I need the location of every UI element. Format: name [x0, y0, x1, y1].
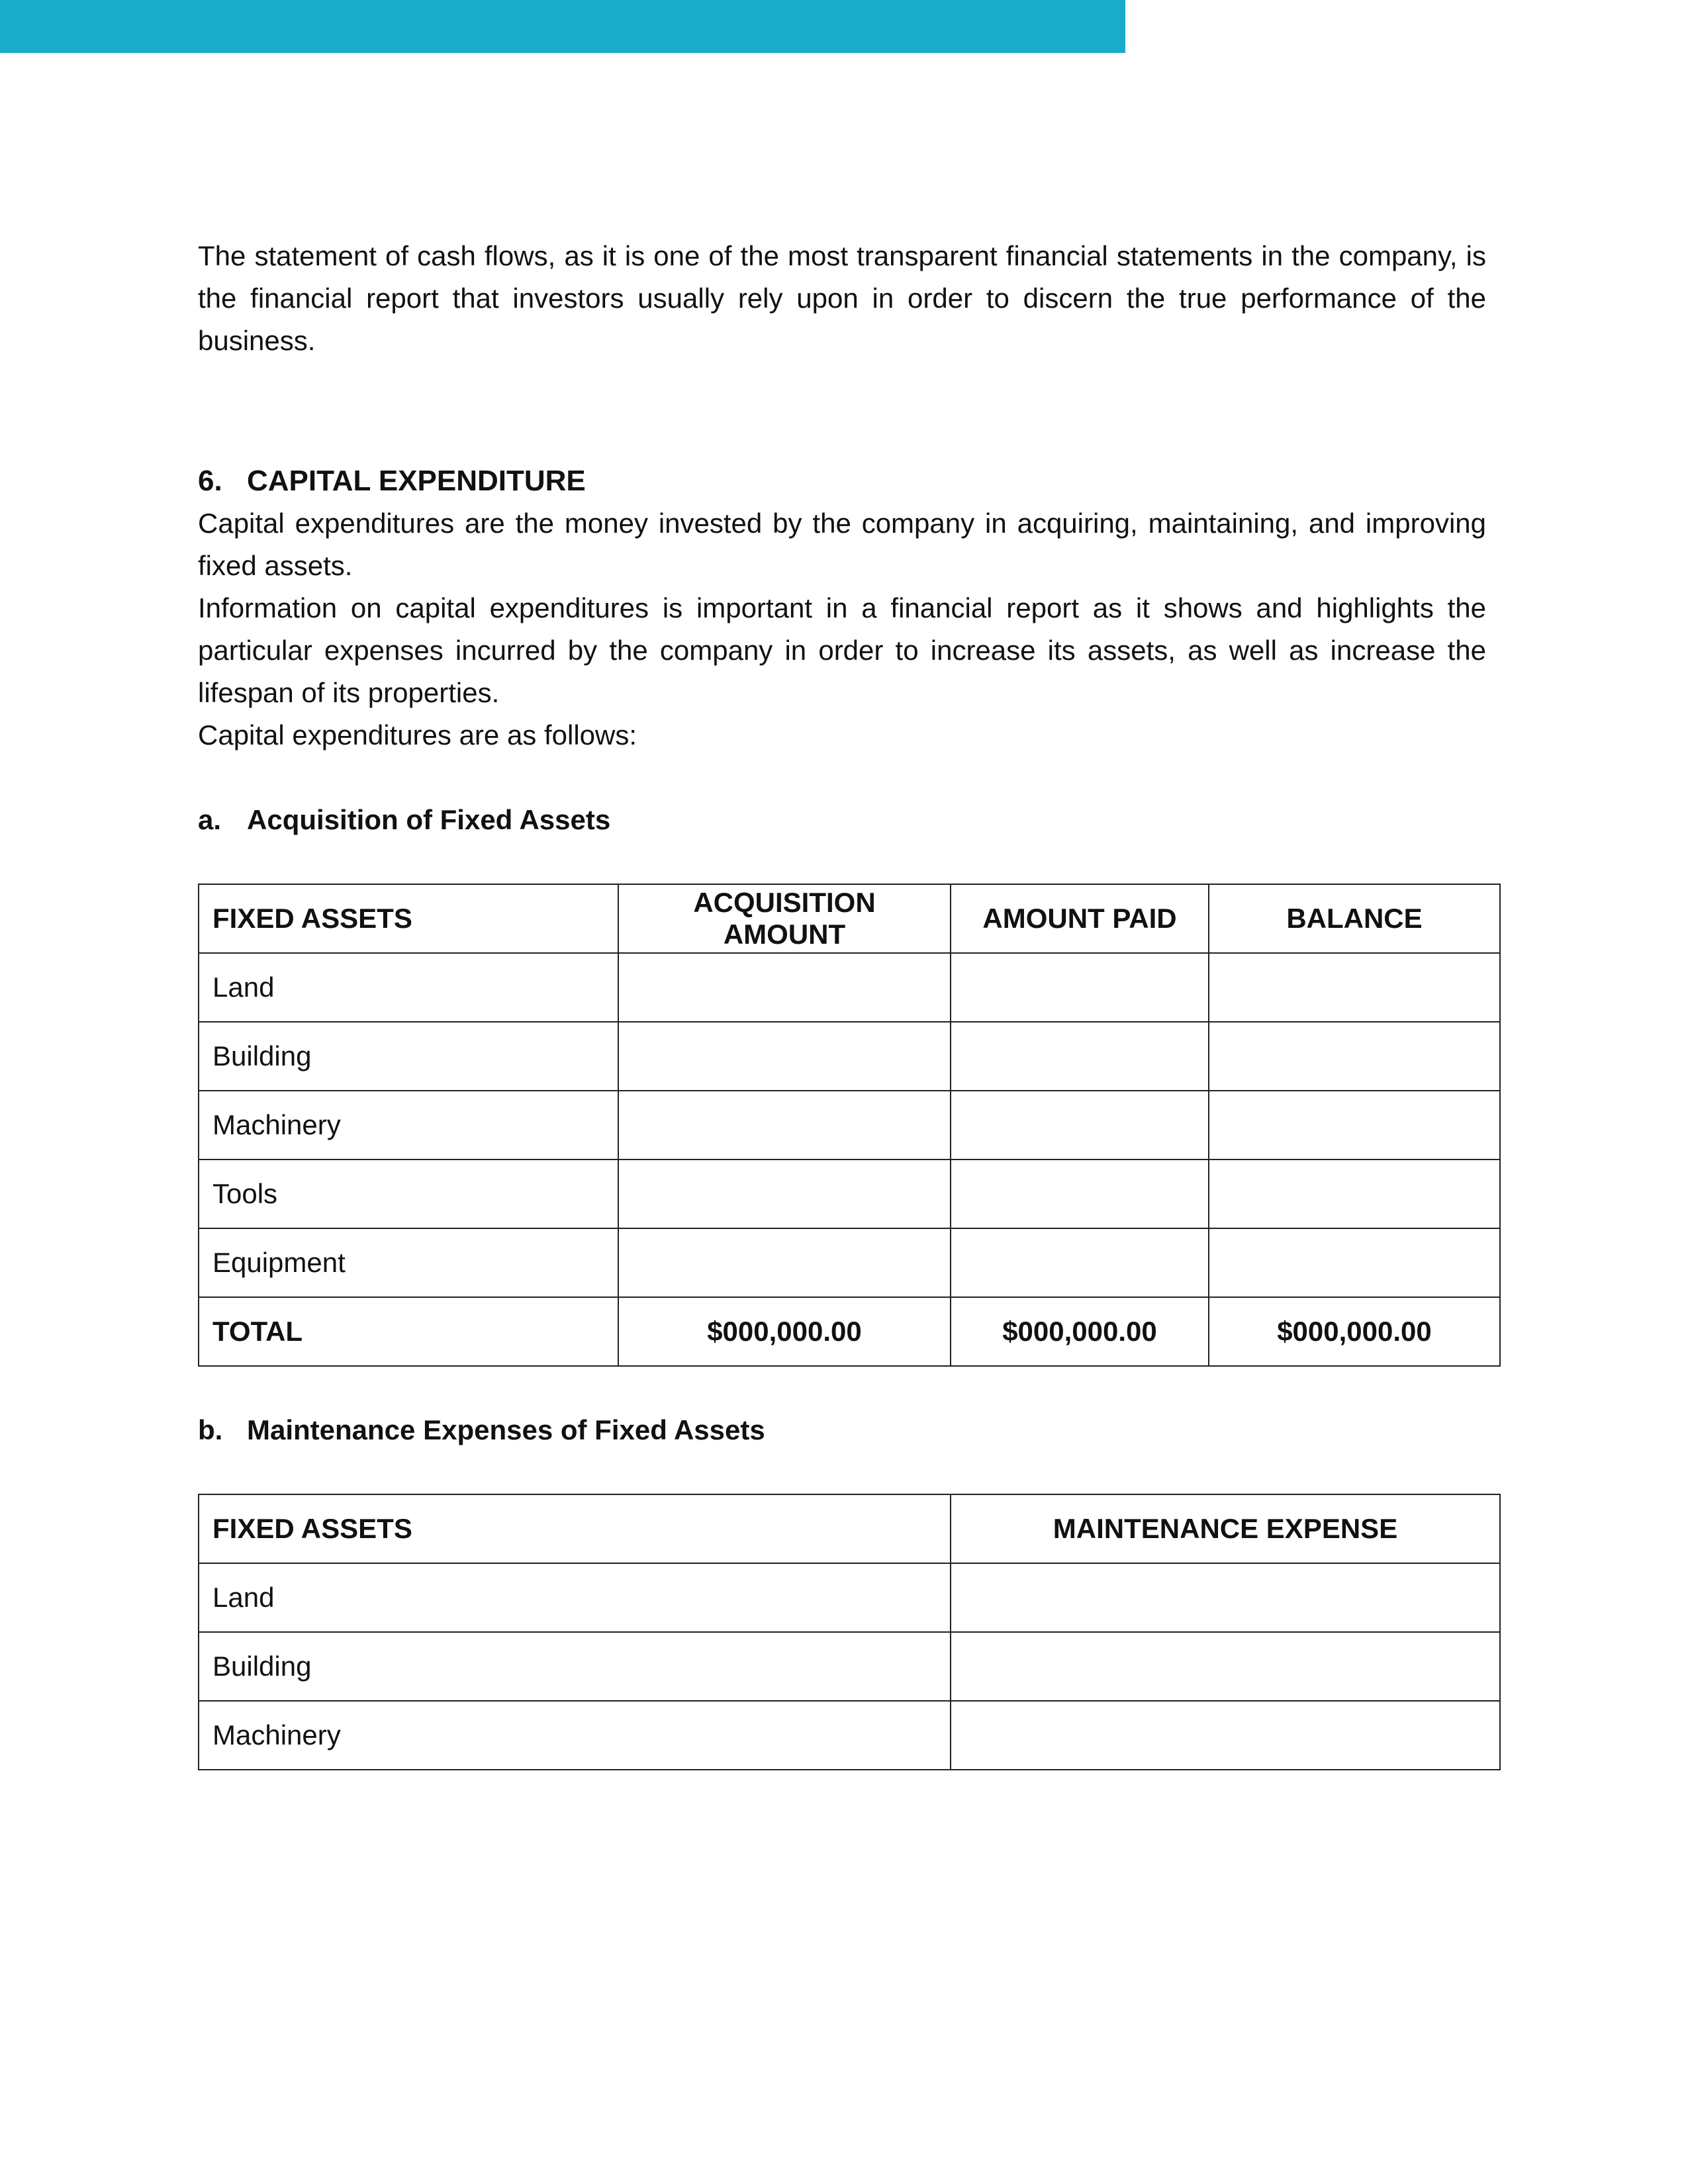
- maintenance-expense-cell[interactable]: [951, 1632, 1500, 1701]
- balance-cell[interactable]: [1209, 1228, 1500, 1297]
- column-header: BALANCE: [1209, 884, 1500, 953]
- table-row: [199, 1228, 1500, 1297]
- table-row: [199, 1160, 1500, 1228]
- total-paid-cell: $000,000.00: [951, 1297, 1209, 1366]
- asset-name-cell: Land: [199, 1563, 951, 1632]
- subsection-label: a.: [198, 804, 222, 835]
- intro-paragraph: The statement of cash flows, as it is one of the most transparent financial statements in the company, is the financial report that investors usually rely upon in order to discern the true performance of the business.: [198, 240, 1486, 356]
- amount-paid-cell[interactable]: [951, 1228, 1209, 1297]
- asset-name-cell: Building: [199, 1022, 618, 1091]
- acquisition-amount-cell[interactable]: [618, 1228, 951, 1297]
- table-row: [199, 1022, 1500, 1091]
- total-acquisition-cell: $000,000.00: [618, 1297, 951, 1366]
- maintenance-expense-cell[interactable]: [951, 1563, 1500, 1632]
- maintenance-table: [198, 1494, 1501, 1770]
- section-number: 6.: [198, 465, 222, 497]
- amount-paid-cell[interactable]: [951, 953, 1209, 1022]
- section-title: CAPITAL EXPENDITURE: [247, 465, 586, 497]
- column-header: FIXED ASSETS: [199, 1494, 951, 1563]
- acquisition-amount-cell[interactable]: [618, 1022, 951, 1091]
- asset-name-cell: Land: [199, 953, 618, 1022]
- balance-cell[interactable]: [1209, 953, 1500, 1022]
- subsection-title: Acquisition of Fixed Assets: [247, 804, 611, 835]
- acquisition-amount-cell[interactable]: [618, 1091, 951, 1160]
- column-header: FIXED ASSETS: [199, 884, 618, 953]
- acquisition-table: [198, 884, 1501, 1367]
- asset-name-cell: Machinery: [199, 1091, 618, 1160]
- amount-paid-cell[interactable]: [951, 1160, 1209, 1228]
- subsection-heading-acquisition: [198, 799, 1486, 841]
- table-row: [199, 1632, 1500, 1701]
- column-header: MAINTENANCE EXPENSE: [951, 1494, 1500, 1563]
- maintenance-expense-cell[interactable]: [951, 1701, 1500, 1770]
- table-row: [199, 1701, 1500, 1770]
- total-balance-cell: $000,000.00: [1209, 1297, 1500, 1366]
- asset-name-cell: Tools: [199, 1160, 618, 1228]
- subsection-heading-maintenance: [198, 1409, 1486, 1451]
- balance-cell[interactable]: [1209, 1091, 1500, 1160]
- paragraph-importance: Information on capital expenditures is important in a financial report as it shows and highlights the particular expenses incurred by the company in order to increase its assets, as well as increase the lifespan of its properties.: [198, 592, 1486, 708]
- asset-name-cell: Equipment: [199, 1228, 618, 1297]
- total-label-cell: TOTAL: [199, 1297, 618, 1366]
- subsection-title: Maintenance Expenses of Fixed Assets: [247, 1414, 765, 1445]
- table-total-row: [199, 1297, 1500, 1366]
- paragraph-definition: Capital expenditures are the money invested by the company in acquiring, maintaining, and improving fixed assets.: [198, 508, 1486, 581]
- document-body: [198, 235, 1486, 1770]
- paragraph-list-intro: Capital expenditures are as follows:: [198, 719, 637, 751]
- table-header-row: [199, 884, 1500, 953]
- subsection-label: b.: [198, 1414, 223, 1445]
- amount-paid-cell[interactable]: [951, 1022, 1209, 1091]
- table-row: [199, 1563, 1500, 1632]
- acquisition-amount-cell[interactable]: [618, 953, 951, 1022]
- balance-cell[interactable]: [1209, 1160, 1500, 1228]
- table-header-row: [199, 1494, 1500, 1563]
- asset-name-cell: Machinery: [199, 1701, 951, 1770]
- amount-paid-cell[interactable]: [951, 1091, 1209, 1160]
- asset-name-cell: Building: [199, 1632, 951, 1701]
- section-heading: [198, 460, 1486, 502]
- balance-cell[interactable]: [1209, 1022, 1500, 1091]
- column-header: AMOUNT PAID: [951, 884, 1209, 953]
- header-accent-bar: [0, 0, 1125, 53]
- column-header: ACQUISITION AMOUNT: [618, 884, 951, 953]
- acquisition-amount-cell[interactable]: [618, 1160, 951, 1228]
- table-row: [199, 953, 1500, 1022]
- table-row: [199, 1091, 1500, 1160]
